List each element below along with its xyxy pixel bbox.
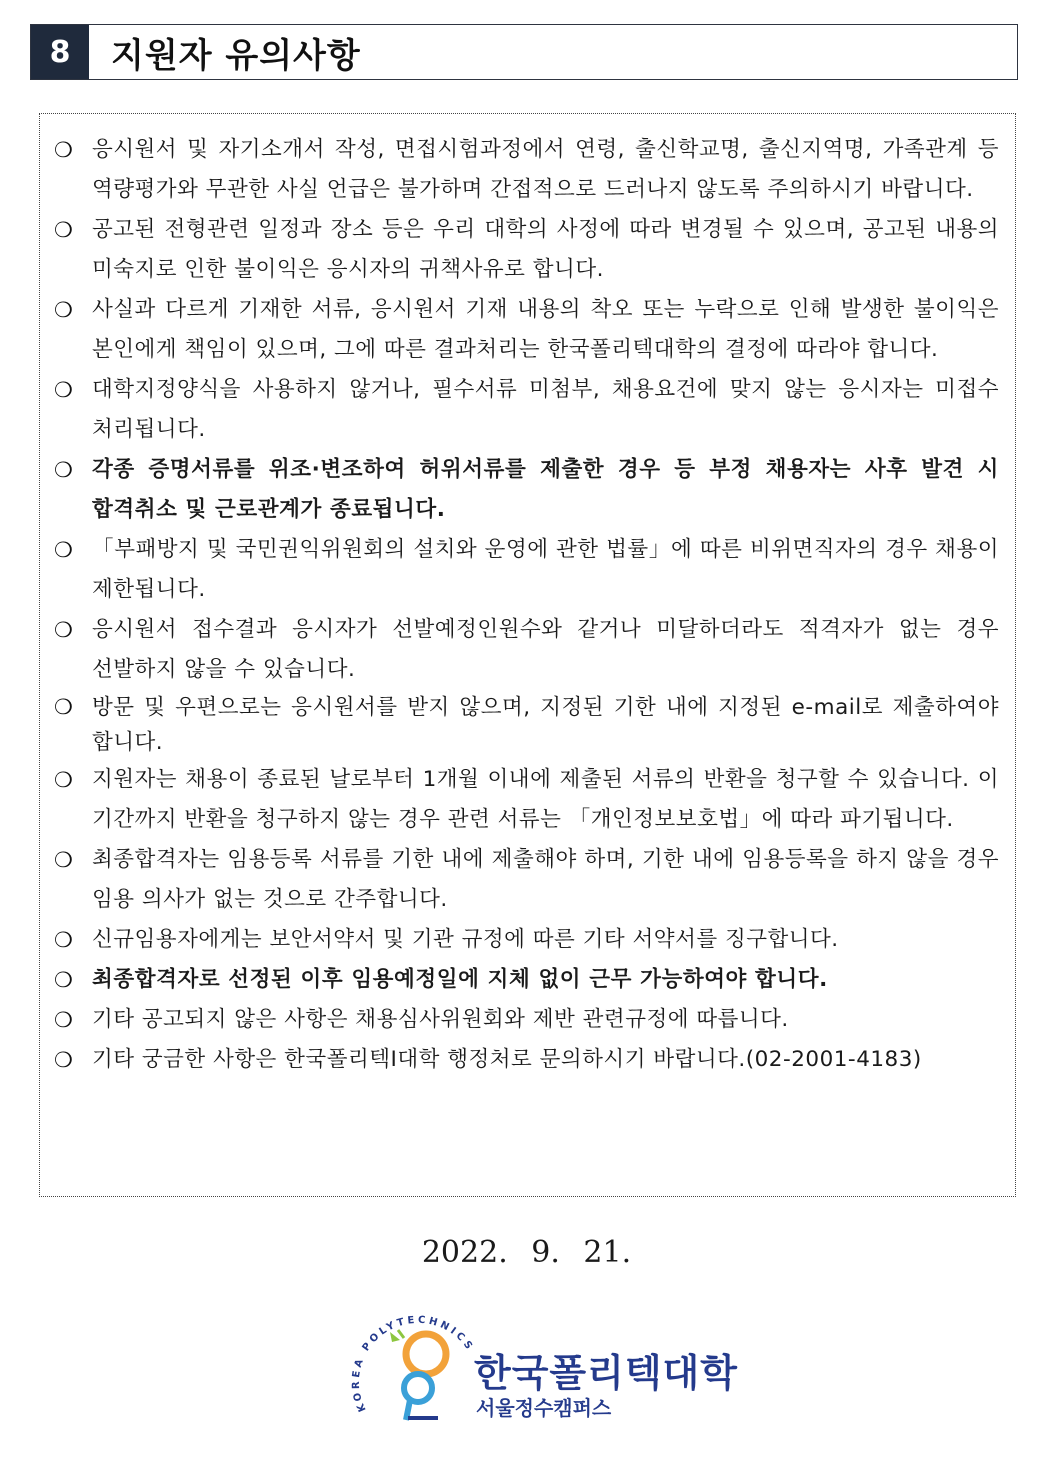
notice-text: 공고된 전형관련 일정과 장소 등은 우리 대학의 사정에 따라 변경될 수 있으며, 공고된 내용의 미숙지로 인한 불이익은 응시자의 귀책사유로 합니다. xyxy=(92,217,999,282)
notice-text: 최종합격자로 선정된 이후 임용예정일에 지체 없이 근무 가능하여야 합니다. xyxy=(92,967,828,992)
circle-bullet-icon: ❍ xyxy=(54,1048,73,1072)
notice-list xyxy=(54,130,999,1080)
notice-text: 기타 궁금한 사항은 한국폴리텍Ⅰ대학 행정처로 문의하시기 바랍니다.(02-2001-4183) xyxy=(92,1047,922,1072)
notice-item xyxy=(54,450,999,530)
notice-box xyxy=(39,113,1016,1197)
circle-bullet-icon: ❍ xyxy=(54,695,73,719)
notice-text: 대학지정양식을 사용하지 않거나, 필수서류 미첨부, 채용요건에 맞지 않는 응시자는 미접수 처리됩니다. xyxy=(92,377,999,442)
section-title: 지원자 유의사항 xyxy=(111,35,361,76)
circle-bullet-icon: ❍ xyxy=(54,218,73,242)
notice-item xyxy=(54,1040,999,1080)
section-number: 8 xyxy=(31,25,89,79)
logo-name: 한국폴리텍대학 xyxy=(474,1351,738,1395)
logo-campus: 서울정수캠퍼스 xyxy=(476,1396,612,1420)
notice-item xyxy=(54,960,999,1000)
notice-text: 지원자는 채용이 종료된 날로부터 1개월 이내에 제출된 서류의 반환을 청구할 수 있습니다. 이 기간까지 반환을 청구하지 않는 경우 관련 서류는 「개인정보보호법」에 따라 파기됩니다. xyxy=(92,767,999,832)
notice-item xyxy=(54,130,999,210)
institution-logo xyxy=(348,1292,738,1432)
notice-item xyxy=(54,920,999,960)
circle-bullet-icon: ❍ xyxy=(54,618,73,642)
circle-bullet-icon: ❍ xyxy=(54,378,73,402)
circle-bullet-icon: ❍ xyxy=(54,848,73,872)
notice-text: 각종 증명서류를 위조·변조하여 허위서류를 제출한 경우 등 부정 채용자는 사후 발견 시 합격취소 및 근로관계가 종료됩니다. xyxy=(92,457,999,522)
circle-bullet-icon: ❍ xyxy=(54,298,73,322)
notice-text: 기타 공고되지 않은 사항은 채용심사위원회와 제반 관련규정에 따릅니다. xyxy=(92,1007,789,1032)
notice-item xyxy=(54,530,999,610)
document-date: 2022. 9. 21. xyxy=(421,1235,632,1270)
circle-bullet-icon: ❍ xyxy=(54,138,73,162)
notice-text: 사실과 다르게 기재한 서류, 응시원서 기재 내용의 착오 또는 누락으로 인해 발생한 불이익은 본인에게 책임이 있으며, 그에 따른 결과처리는 한국폴리텍대학의 결정에 따라야 합니다. xyxy=(92,297,999,362)
notice-item xyxy=(54,760,999,840)
circle-bullet-icon: ❍ xyxy=(54,928,73,952)
logo-arc-text: KOREA POLYTECHNICS xyxy=(350,1314,476,1414)
notice-item xyxy=(54,690,999,760)
circle-bullet-icon: ❍ xyxy=(54,458,73,482)
circle-bullet-icon: ❍ xyxy=(54,538,73,562)
notice-item xyxy=(54,210,999,290)
notice-text: 신규임용자에게는 보안서약서 및 기관 규정에 따른 기타 서약서를 징구합니다. xyxy=(92,927,839,952)
notice-item xyxy=(54,370,999,450)
notice-text: 방문 및 우편으로는 응시원서를 받지 않으며, 지정된 기한 내에 지정된 e-mail로 제출하여야 합니다. xyxy=(92,695,999,755)
circle-bullet-icon: ❍ xyxy=(54,768,73,792)
section-header xyxy=(30,24,1018,80)
notice-item xyxy=(54,840,999,920)
notice-text: 응시원서 및 자기소개서 작성, 면접시험과정에서 연령, 출신학교명, 출신지역명, 가족관계 등 역량평가와 무관한 사실 언급은 불가하며 간접적으로 드러나지 않도록 주의하시기 바랍니다. xyxy=(92,137,999,202)
notice-item xyxy=(54,610,999,690)
circle-bullet-icon: ❍ xyxy=(54,1008,73,1032)
notice-text: 최종합격자는 임용등록 서류를 기한 내에 제출해야 하며, 기한 내에 임용등록을 하지 않을 경우 임용 의사가 없는 것으로 간주합니다. xyxy=(92,847,999,912)
polytechnics-emblem-icon xyxy=(348,1292,478,1432)
circle-bullet-icon: ❍ xyxy=(54,968,73,992)
notice-text: 응시원서 접수결과 응시자가 선발예정인원수와 같거나 미달하더라도 적격자가 없는 경우 선발하지 않을 수 있습니다. xyxy=(92,617,999,682)
notice-item xyxy=(54,1000,999,1040)
notice-text: 「부패방지 및 국민권익위원회의 설치와 운영에 관한 법률」에 따른 비위면직자의 경우 채용이 제한됩니다. xyxy=(92,537,999,602)
notice-item xyxy=(54,290,999,370)
